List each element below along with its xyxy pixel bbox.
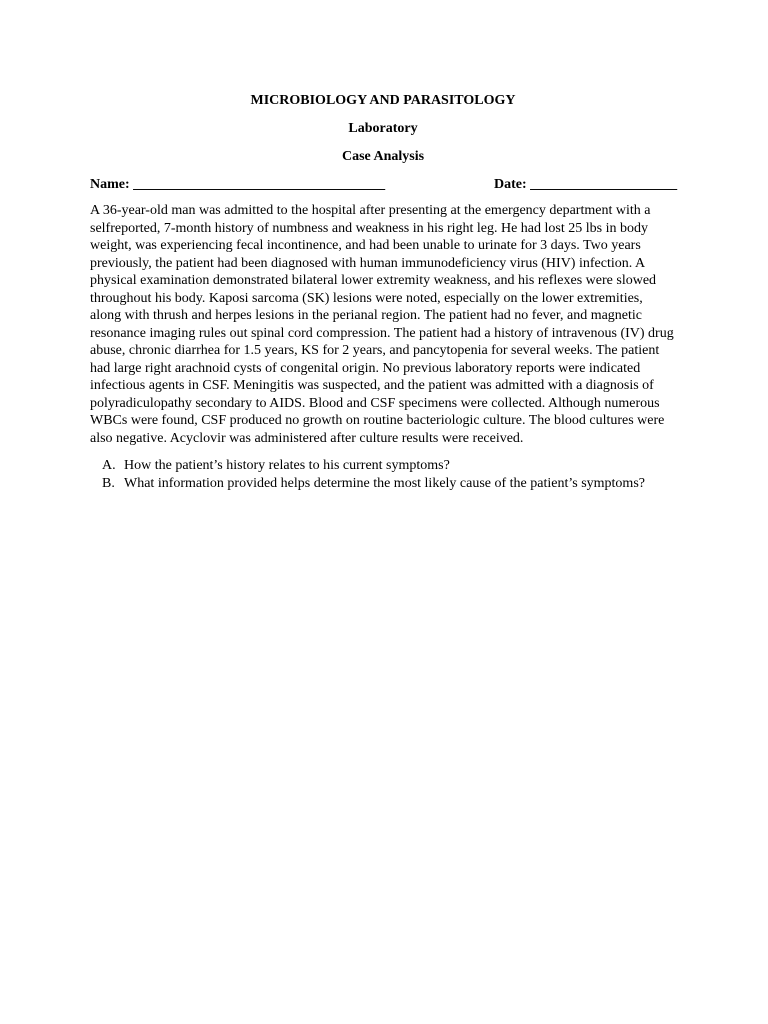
document-subtitle: Laboratory [348, 121, 418, 136]
question-marker: B. [102, 475, 115, 491]
document-title: MICROBIOLOGY AND PARASITOLOGY [250, 93, 516, 108]
document-page [90, 92, 676, 492]
name-date-row [90, 176, 676, 193]
case-text: A 36-year-old man was admitted to the hospital after presenting at the emergency department with a selfreported, 7-month history of numbness and weakness in his right leg. He had lost 25 lbs in body weight, was experiencing fecal incontinence, and had been unable to urinate for 3 days. Two years previously, the patient had been diagnosed with human immunodeficiency virus (HIV) infection. A physical examination demonstrated bilateral lower extremity weakness, and his reflexes were slowed throughout his body. Kaposi sarcoma (SK) lesions were noted, especially on the lower extremities, along with thrush and herpes lesions in the perianal region. The patient had no fever, and magnetic resonance imaging rules out spinal cord compression. The patient had a history of intravenous (IV) drug abuse, chronic diarrhea for 1.5 years, KS for 2 years, and pancytopenia for several weeks. The patient had large right arachnoid cysts of congenital origin. No previous laboratory reports were indicated infectious agents in CSF. Meningitis was suspected, and the patient was admitted with a diagnosis of polyradiculopathy secondary to AIDS. Blood and CSF specimens were collected. Although numerous WBCs were found, CSF produced no growth on routine bacteriologic culture. The blood cultures were also negative. Acyclovir was administered after culture results were received. [90, 203, 674, 446]
question-marker: A. [102, 458, 116, 473]
question-item [90, 475, 676, 493]
question-list [90, 457, 676, 492]
section-title: Case Analysis [341, 149, 425, 164]
date-field: Date: _____________________ [494, 177, 678, 192]
question-text: What information provided helps determine the most likely cause of the patient’s symptoms? [124, 475, 645, 491]
question-item [90, 457, 676, 475]
name-field: Name: ____________________________________ [90, 177, 386, 192]
question-text: How the patient’s history relates to his current symptoms? [124, 458, 450, 473]
